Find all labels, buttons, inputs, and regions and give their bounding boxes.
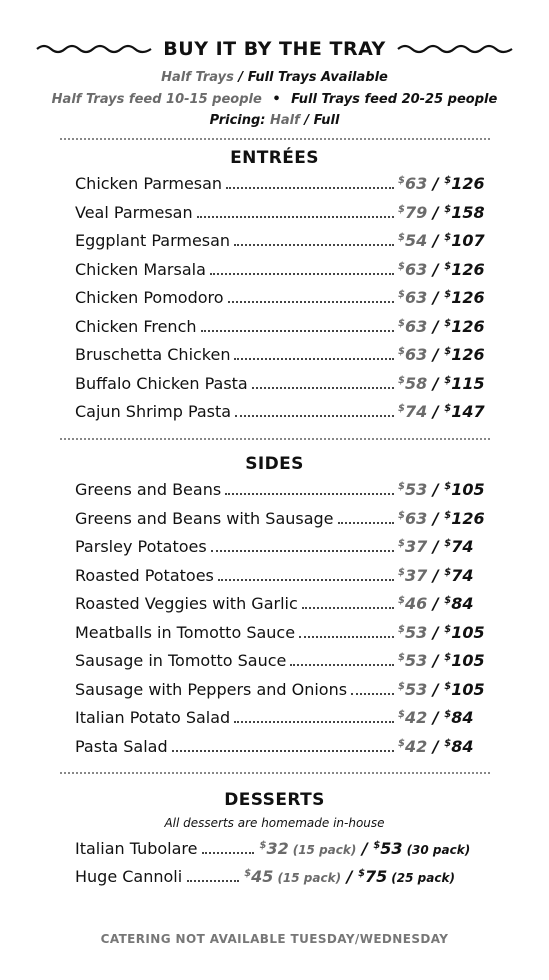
price-half-full [398, 373, 485, 393]
catering-notice: CATERING NOT AVAILABLE TUESDAY/WEDNESDAY [100, 932, 449, 946]
full-price [444, 594, 473, 613]
half-price [398, 566, 427, 585]
dollar-sign: $ [398, 737, 405, 749]
dot-leader [201, 320, 394, 332]
half-price-value: 42 [404, 736, 428, 756]
menu-item-name: Buffalo Chicken Pasta [75, 373, 248, 393]
dot-leader [299, 626, 394, 638]
half-price [398, 345, 427, 364]
half-price [398, 537, 427, 556]
dollar-sign: $ [398, 403, 405, 414]
price-half-full [398, 622, 485, 642]
full-price [358, 867, 387, 886]
desserts-note: All desserts are homemade in-house [164, 816, 385, 830]
dollar-sign: $ [398, 566, 405, 578]
half-price-value: 63 [404, 345, 428, 364]
price-separator: / [427, 594, 445, 613]
dollar-sign: $ [444, 175, 452, 186]
price-separator: / [427, 565, 445, 585]
half-price [398, 623, 427, 642]
dollar-sign: $ [444, 260, 452, 272]
menu-item-name: Eggplant Parmesan [75, 231, 231, 250]
dessert-item-row [75, 867, 485, 891]
half-price [398, 594, 427, 613]
menu-title: BUY IT BY THE TRAY [163, 38, 386, 60]
dot-leader [252, 377, 394, 389]
half-pack-size: (15 pack) [277, 871, 342, 885]
menu-item-name: Veal Parmesan [75, 202, 193, 222]
half-price [398, 317, 427, 336]
menu-item-row [75, 373, 485, 398]
half-price [398, 288, 427, 307]
menu-item-row [75, 622, 485, 647]
price-separator: / [427, 679, 445, 699]
half-pack-size: (15 pack) [292, 843, 357, 857]
dollar-sign: $ [444, 737, 452, 749]
half-price [398, 231, 427, 250]
full-price [444, 623, 484, 642]
dollar-sign: $ [244, 868, 252, 879]
price-separator: / [427, 202, 445, 222]
full-price-value: 126 [451, 259, 485, 279]
half-price-value: 63 [404, 508, 428, 528]
full-price [444, 345, 484, 364]
dot-leader [172, 740, 394, 752]
menu-item-row [75, 480, 485, 504]
half-price [398, 402, 427, 421]
dollar-sign: $ [398, 175, 405, 186]
dotted-divider [60, 772, 490, 774]
dollar-sign: $ [398, 346, 405, 357]
half-price-value: 58 [404, 373, 428, 393]
full-price-value: 126 [451, 345, 485, 364]
dollar-sign: $ [398, 538, 405, 549]
dollar-sign: $ [444, 595, 452, 606]
price-half-full [398, 537, 480, 556]
price-separator: / [427, 373, 445, 393]
dollar-sign: $ [444, 709, 452, 720]
price-separator: / [356, 839, 374, 858]
half-price-value: 37 [404, 537, 428, 556]
price-separator: / [427, 508, 445, 528]
menu-item-name: Greens and Beans with Sausage [75, 508, 334, 528]
full-price [444, 480, 484, 499]
menu-item-name: Greens and Beans [75, 480, 222, 499]
menu-item-name: Chicken French [75, 316, 197, 336]
menu-item-row [75, 202, 485, 227]
price-separator: / [427, 174, 445, 193]
dot-leader [351, 683, 394, 695]
price-separator: / [427, 316, 445, 336]
half-price-value: 79 [404, 202, 428, 222]
price-separator: / [427, 345, 445, 364]
dollar-sign: $ [259, 840, 267, 851]
menu-item-row [75, 402, 485, 426]
half-price-value: 63 [404, 288, 428, 307]
full-pack-size: (25 pack) [391, 871, 455, 885]
full-price-value: 105 [451, 480, 485, 499]
price-separator: / [341, 867, 359, 886]
menu-item-row [75, 737, 480, 761]
desserts-heading: DESSERTS [224, 790, 325, 810]
full-price [444, 651, 484, 670]
full-price-value: 84 [451, 594, 474, 613]
full-price [444, 260, 484, 279]
dot-leader [202, 842, 254, 854]
menu-item-row [75, 537, 480, 561]
dollar-sign: $ [398, 709, 405, 720]
full-price-value: 75 [365, 867, 388, 886]
full-price-value: 105 [451, 622, 485, 642]
price-separator: / [427, 259, 445, 279]
full-price-value: 105 [451, 679, 485, 699]
menu-title-bar [0, 36, 549, 62]
full-price [444, 708, 473, 727]
dot-leader [210, 263, 394, 275]
full-price-value: 53 [380, 839, 403, 858]
menu-item-row [75, 651, 485, 675]
price-half-full [398, 508, 485, 528]
dollar-sign: $ [444, 289, 452, 300]
dot-leader [290, 654, 394, 666]
price-half-full [398, 259, 485, 279]
price-half-full [398, 288, 485, 307]
half-price [259, 839, 288, 858]
menu-item-row [75, 679, 485, 704]
price-separator: / [427, 651, 445, 670]
full-price-value: 107 [451, 231, 485, 250]
dollar-sign: $ [444, 680, 452, 692]
dessert-item-name: Huge Cannoli [75, 867, 183, 886]
dollar-sign: $ [398, 203, 405, 215]
dotted-divider [60, 438, 490, 440]
dollar-sign: $ [444, 346, 452, 357]
price-half-full [398, 708, 480, 727]
half-price-value: 63 [404, 259, 428, 279]
full-price [444, 566, 473, 585]
dot-leader [187, 870, 239, 882]
half-price-value: 53 [404, 679, 428, 699]
price-half-full [398, 594, 480, 613]
full-price [444, 737, 473, 756]
dessert-item-name: Italian Tubolare [75, 839, 198, 858]
price-half-full [244, 867, 455, 886]
dot-leader [211, 540, 394, 552]
dollar-sign: $ [444, 538, 452, 549]
dotted-divider [60, 138, 490, 140]
full-price [444, 231, 484, 250]
menu-item-row [75, 231, 485, 255]
half-price-value: 53 [404, 651, 428, 670]
dot-leader [234, 348, 394, 360]
half-price-value: 53 [404, 480, 428, 499]
menu-item-row [75, 708, 480, 732]
full-price-value: 84 [451, 708, 474, 727]
menu-item-name: Roasted Potatoes [75, 565, 214, 585]
full-price-value: 126 [451, 316, 485, 336]
pricing-label: Pricing: [209, 113, 271, 128]
menu-item-row [75, 566, 480, 590]
price-half-full [398, 737, 480, 756]
menu-item-name: Bruschetta Chicken [75, 345, 231, 364]
pricing-half-label: Half [270, 113, 300, 128]
half-price-value: 54 [404, 231, 428, 250]
full-price [444, 288, 484, 307]
full-price-value: 126 [451, 288, 485, 307]
dollar-sign: $ [398, 260, 405, 272]
dot-leader [218, 569, 394, 581]
full-tray-feeds: Full Trays feed 20-25 people [291, 92, 498, 107]
full-pack-size: (30 pack) [406, 843, 471, 857]
price-half-full [398, 679, 485, 699]
squiggle-right-icon [396, 42, 514, 56]
dot-leader [234, 711, 394, 723]
price-half-full [398, 480, 485, 499]
price-half-full [398, 651, 485, 670]
tray-availability-line [0, 70, 549, 85]
price-half-full [398, 316, 485, 336]
price-half-full [398, 345, 485, 364]
full-price-value: 147 [451, 402, 485, 421]
half-price-value: 32 [266, 839, 289, 858]
dollar-sign: $ [398, 680, 405, 692]
menu-item-name: Italian Potato Salad [75, 708, 231, 727]
menu-item-name: Chicken Parmesan [75, 174, 223, 193]
half-price [398, 509, 427, 528]
full-price [444, 374, 484, 393]
pricing-legend [0, 113, 549, 128]
dot-leader [226, 177, 394, 189]
price-half-full [398, 202, 485, 222]
dessert-item-row [75, 839, 485, 863]
price-separator: / [427, 622, 445, 642]
half-price [244, 867, 273, 886]
full-price [373, 839, 402, 858]
entrees-heading: ENTRÉES [230, 148, 319, 168]
half-price [398, 708, 427, 727]
full-price [444, 509, 484, 528]
full-price-value: 105 [451, 651, 485, 670]
menu-item-name: Sausage in Tomotto Sauce [75, 651, 287, 670]
tray-size-line [0, 92, 549, 107]
half-tray-feeds: Half Trays feed 10-15 people [51, 92, 262, 107]
price-separator: / [427, 480, 445, 499]
half-price-value: 74 [404, 402, 428, 421]
dollar-sign: $ [444, 623, 452, 635]
half-price-value: 45 [251, 867, 274, 886]
full-trays-available-label: / Full Trays Available [233, 70, 388, 85]
half-price [398, 174, 427, 193]
menu-item-row [75, 288, 485, 312]
dollar-sign: $ [398, 317, 405, 329]
menu-item-name: Pasta Salad [75, 736, 168, 756]
menu-item-row [75, 594, 480, 618]
price-half-full [398, 231, 485, 250]
menu-item-name: Cajun Shrimp Pasta [75, 402, 232, 421]
full-price [444, 174, 484, 193]
half-price [398, 737, 427, 756]
price-separator: / [427, 402, 445, 421]
full-price-value: 126 [451, 174, 485, 193]
full-price [444, 537, 473, 556]
menu-item-name: Roasted Veggies with Garlic [75, 594, 298, 613]
squiggle-left-icon [35, 42, 153, 56]
menu-item-name: Parsley Potatoes [75, 537, 207, 556]
dollar-sign: $ [444, 317, 452, 329]
full-price-value: 115 [451, 373, 485, 393]
dot-leader [234, 234, 394, 246]
dollar-sign: $ [358, 868, 366, 879]
half-price-value: 42 [404, 708, 428, 727]
full-price [444, 402, 484, 421]
dot-leader [228, 291, 394, 303]
price-separator: / [427, 288, 445, 307]
dollar-sign: $ [398, 623, 405, 635]
dot-leader [302, 597, 394, 609]
bullet-separator: • [272, 92, 281, 107]
dot-leader [197, 206, 394, 218]
menu-item-row [75, 345, 485, 369]
menu-item-row [75, 316, 485, 341]
half-price-value: 37 [404, 565, 428, 585]
dollar-sign: $ [444, 232, 452, 243]
menu-item-name: Chicken Marsala [75, 259, 206, 279]
menu-item-name: Chicken Pomodoro [75, 288, 224, 307]
menu-item-row [75, 508, 485, 533]
half-price-value: 53 [404, 622, 428, 642]
full-price [444, 680, 484, 699]
price-half-full [398, 566, 480, 585]
half-price-value: 63 [404, 174, 428, 193]
price-separator: / [427, 736, 445, 756]
dot-leader [338, 512, 394, 524]
pricing-full-label: / Full [299, 113, 340, 128]
dollar-sign: $ [444, 652, 452, 663]
dollar-sign: $ [444, 566, 452, 578]
menu-item-row [75, 174, 485, 198]
half-price [398, 480, 427, 499]
dollar-sign: $ [373, 840, 381, 851]
price-separator: / [427, 708, 445, 727]
full-price-value: 74 [451, 537, 474, 556]
half-price [398, 203, 427, 222]
dollar-sign: $ [398, 595, 405, 606]
price-half-full [398, 402, 485, 421]
dollar-sign: $ [444, 374, 452, 386]
dot-leader [235, 405, 394, 417]
price-half-full [259, 839, 470, 858]
dollar-sign: $ [398, 509, 405, 521]
menu-item-name: Sausage with Peppers and Onions [75, 679, 348, 699]
half-price [398, 260, 427, 279]
dollar-sign: $ [398, 481, 405, 492]
half-trays-label: Half Trays [161, 70, 234, 85]
dollar-sign: $ [444, 509, 452, 521]
sides-heading: SIDES [245, 454, 304, 474]
half-price-value: 46 [404, 594, 428, 613]
full-price-value: 74 [451, 565, 474, 585]
price-separator: / [427, 231, 445, 250]
full-price-value: 158 [451, 202, 485, 222]
dollar-sign: $ [444, 481, 452, 492]
dollar-sign: $ [398, 374, 405, 386]
half-price [398, 680, 427, 699]
full-price-value: 84 [451, 736, 474, 756]
dollar-sign: $ [398, 289, 405, 300]
half-price [398, 651, 427, 670]
full-price-value: 126 [451, 508, 485, 528]
dollar-sign: $ [398, 652, 405, 663]
full-price [444, 317, 484, 336]
dot-leader [225, 483, 394, 495]
full-price [444, 203, 484, 222]
dollar-sign: $ [444, 203, 452, 215]
price-half-full [398, 174, 485, 193]
half-price [398, 374, 427, 393]
price-separator: / [427, 537, 445, 556]
dollar-sign: $ [398, 232, 405, 243]
dollar-sign: $ [444, 403, 452, 414]
menu-item-row [75, 259, 485, 284]
half-price-value: 63 [404, 316, 428, 336]
menu-item-name: Meatballs in Tomotto Sauce [75, 622, 296, 642]
